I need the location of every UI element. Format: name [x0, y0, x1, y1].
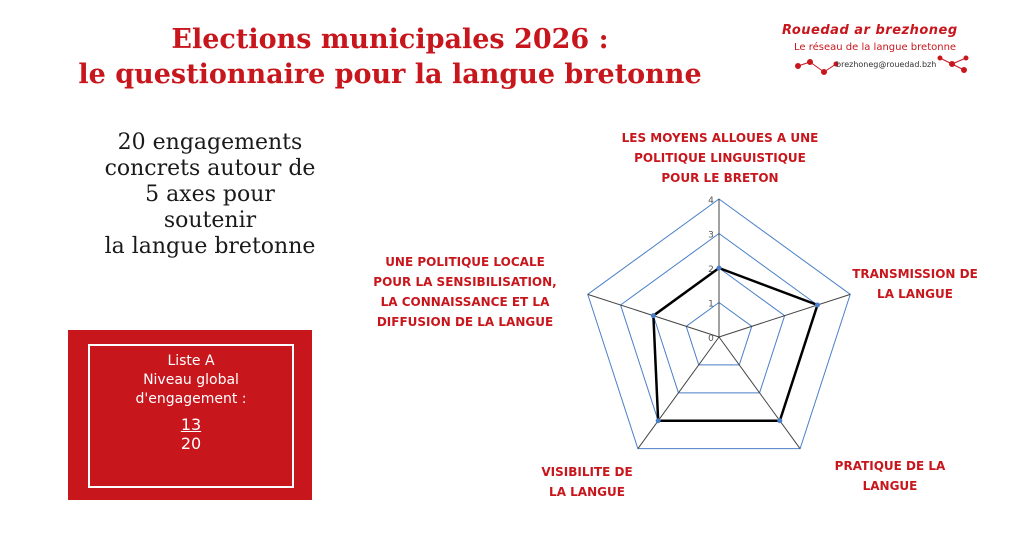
axis-label [580, 128, 860, 188]
axis-label-line: VISIBILITE DE [541, 465, 633, 479]
axis-label-line: TRANSMISSION DE [852, 267, 978, 281]
list-name: Liste A [167, 353, 215, 369]
title-line-2: le questionnaire pour la langue bretonne [78, 59, 702, 90]
logo-name: Rouedad ar brezhoneg [782, 23, 958, 38]
score-box-frame [88, 344, 294, 488]
tick-label: 3 [708, 230, 714, 241]
axis-label-line: POUR LE BRETON [661, 171, 779, 185]
axis-label-line: DIFFUSION DE LA LANGUE [376, 315, 554, 329]
axis-spoke [719, 294, 850, 337]
intro-line-3: 5 axes pour [145, 182, 275, 207]
data-point [651, 313, 656, 318]
intro-line-2: concrets autour de [104, 156, 316, 181]
tick-label: 2 [708, 265, 714, 275]
data-point [815, 303, 820, 308]
score-value: 13 [180, 415, 202, 434]
score-box [68, 330, 312, 500]
brand-logo [780, 18, 980, 84]
axis-label-line: LANGUE [862, 479, 918, 493]
axis-label [340, 252, 590, 332]
radar-chart [560, 180, 880, 480]
intro-line-1: 20 engagements [117, 130, 303, 155]
axis-label-line: LA LANGUE [549, 485, 625, 499]
axis-label-line: UNE POLITIQUE LOCALE [385, 255, 545, 269]
score-total: 20 [180, 434, 202, 453]
title-line-1: Elections municipales 2026 : [171, 24, 609, 55]
score-label-line-1: Niveau global [143, 372, 239, 388]
tick-label: 1 [708, 299, 714, 310]
page-title [40, 22, 740, 92]
logo-email: brezhoneg@rouedad.bzh [836, 60, 937, 69]
tick-label: 4 [708, 196, 714, 206]
axis-label-line: POUR LA SENSIBILISATION, [373, 275, 557, 289]
series-line [653, 268, 817, 421]
data-point [656, 418, 661, 423]
intro-line-4: soutenir [163, 208, 257, 233]
data-point [777, 418, 782, 423]
axis-label-line: LA CONNAISSANCE ET LA [380, 295, 550, 309]
intro-text [40, 130, 380, 260]
score-label-line-2: d'engagement : [135, 391, 247, 407]
axis-label-line: LES MOYENS ALLOUES A UNE [621, 131, 819, 145]
axis-label-line: LA LANGUE [877, 287, 953, 301]
axis-label-line: PRATIQUE DE LA [834, 459, 946, 473]
tick-label: 0 [708, 334, 714, 344]
intro-line-5: la langue bretonne [104, 234, 316, 259]
data-point [717, 266, 722, 271]
axis-label-line: POLITIQUE LINGUISTIQUE [634, 151, 806, 165]
logo-tagline: Le réseau de la langue bretonne [794, 42, 957, 53]
